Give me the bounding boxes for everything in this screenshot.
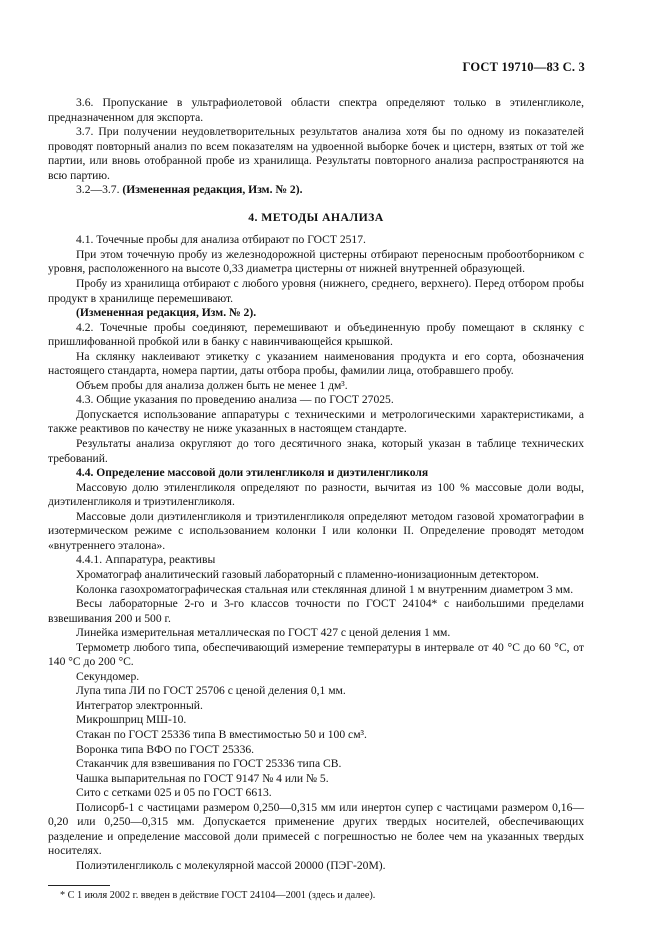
subsection-title: 4.4. Определение массовой доли этиленгликоля и диэтиленгликоля	[76, 466, 429, 480]
list-item: Стакан по ГОСТ 25336 типа В вместимостью 50 и 100 см³.	[76, 727, 367, 741]
footnote: * С 1 июля 2002 г. введен в действие ГОСТ 24104—2001 (здесь и далее).	[60, 890, 376, 902]
paragraph: Результаты анализа округляют до того десятичного знака, который указан в таблице технических требований.	[48, 437, 584, 465]
paragraph: Полиэтиленгликоль с молекулярной массой 20000 (ПЭГ-20М).	[76, 858, 386, 872]
list-item: Чашка выпарительная по ГОСТ 9147 № 4 или № 5.	[76, 771, 329, 785]
paragraph: Колонка газохроматографическая стальная или стеклянная длиной 1 м внутренним диаметром 3 мм.	[76, 582, 574, 596]
footnote-divider	[48, 885, 110, 886]
amendment-label: (Измененная редакция, Изм. № 2).	[122, 183, 303, 197]
list-item: Воронка типа ВФО по ГОСТ 25336.	[76, 742, 255, 756]
document-body	[48, 96, 584, 904]
amendment-range: 3.2—3.7.	[76, 183, 120, 197]
paragraph: Пробу из хранилища отбирают с любого уровня (нижнего, среднего, верхнего). Перед отбором пробы продукт в хранилище перемешивают.	[48, 277, 584, 305]
paragraph: 4.4.1. Аппаратура, реактивы	[76, 553, 216, 567]
list-item: Стаканчик для взвешивания по ГОСТ 25336 типа СВ.	[76, 757, 342, 771]
paragraph: Термометр любого типа, обеспечивающий измерение температуры в интервале от 40 °С до 60 °С, от 140 °С до 200 °С.	[48, 640, 584, 669]
paragraph: Линейка измерительная металлическая по ГОСТ 427 с ценой деления 1 мм.	[76, 626, 451, 640]
page-header: ГОСТ 19710—83 С. 3	[462, 60, 585, 74]
paragraph: 3.6. Пропускание в ультрафиолетовой области спектра определяют только в этиленгликоле, предназначенном для экспорта.	[48, 96, 584, 124]
paragraph: На склянку наклеивают этикетку с указанием наименования продукта и его сорта, обозначения настоящего стандарта, номера партии, даты отбора пробы, фамилии лица, отобравшего пробу.	[48, 349, 584, 378]
amendment-label: (Измененная редакция, Изм. № 2).	[76, 306, 257, 320]
paragraph: Весы лабораторные 2-го и 3-го классов точности по ГОСТ 24104* с наибольшими пределами взвешивания 200 и 500 г.	[48, 597, 584, 625]
paragraph: 3.7. При получении неудовлетворительных результатов анализа хотя бы по одному из показателей проводят повторный анализ по всем показателям на удвоенной выборке бочек и цистерн, взятых от той же партии, или вновь отобранной пробе из хранилища. Результаты повторного анализа распространяются на всю партию.	[48, 125, 584, 182]
paragraph: 4.3. Общие указания по проведению анализа — по ГОСТ 27025.	[76, 393, 394, 407]
paragraph: Допускается использование аппаратуры с техническими и метрологическими характеристиками, а также реактивов по качеству не ниже указанных в настоящем стандарте.	[48, 407, 584, 436]
list-item: Микрошприц МШ-10.	[76, 713, 187, 727]
section-title: 4. МЕТОДЫ АНАЛИЗА	[248, 209, 384, 224]
paragraph: 4.2. Точечные пробы соединяют, перемешивают и объединенную пробу помещают в склянку с пришлифованной пробкой или в банку с навинчивающейся крышкой.	[48, 320, 584, 349]
paragraph: 4.1. Точечные пробы для анализа отбирают по ГОСТ 2517.	[76, 233, 366, 247]
list-item: Секундомер.	[76, 669, 140, 683]
list-item: Сито с сетками 025 и 05 по ГОСТ 6613.	[76, 786, 272, 800]
paragraph: Объем пробы для анализа должен быть не менее 1 дм³.	[76, 378, 348, 392]
paragraph: Полисорб-1 с частицами размером 0,250—0,315 мм или инертон супер с частицами размером 0,16—0,20 или 0,250—0,315 мм. Допускается применение других твердых носителей, обеспечивающих разделение и определение массовой доли примесей с погрешностью не более чем на указанных твердых носителях.	[48, 800, 584, 858]
paragraph: При этом точечную пробу из железнодорожной цистерны отбирают переносным пробоотборником с уровня, расположенного на высоте 0,33 диаметра цистерны от нижней внутренней образующей.	[48, 247, 584, 276]
amendment-note	[48, 183, 584, 198]
paragraph: Хроматограф аналитический газовый лабораторный с пламенно-ионизационным детектором.	[76, 567, 539, 581]
paragraph: Массовую долю этиленгликоля определяют по разности, вычитая из 100 % массовые доли воды, диэтиленгликоля и триэтиленгликоля.	[48, 480, 584, 509]
paragraph: Массовые доли диэтиленгликоля и триэтиленгликоля определяют методом газовой хроматографии в изотермическом режиме с использованием колонки I или колонки II. Определение проводят методом «внутреннего эталона».	[48, 509, 584, 552]
list-item: Лупа типа ЛИ по ГОСТ 25706 с ценой деления 0,1 мм.	[76, 684, 346, 698]
list-item: Интегратор электронный.	[76, 698, 203, 712]
